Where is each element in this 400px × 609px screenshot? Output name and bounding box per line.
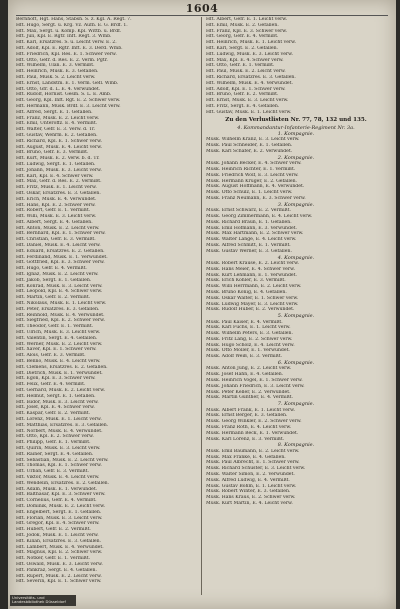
casualty-entry: Musk. Otto Schulz, E. 1. Leicht verw. (206, 190, 293, 196)
casualty-entry: Hft. Rupert, Musk. E. 2. Leicht verw. (16, 573, 102, 579)
casualty-entry: Hft. Richard, Ersatzres. E. 3. Gefallen. (206, 74, 296, 80)
casualty-entry: Hft. Clemens, Ersatzres. E. 2. Gefallen. (16, 364, 108, 370)
casualty-entry: Musk. Emil Baumann, E. 2. Leicht verw. (206, 448, 300, 454)
casualty-entry: Musk. Hans Kraus, E. 2. Schwer verw. (206, 495, 296, 501)
casualty-entry: Hft. Hubert, Gefr. E. 2. Vermißt. (16, 527, 91, 533)
casualty-entry: Hft. Leopold, Kpl. E. 4. Schwer verw. (16, 289, 103, 295)
casualty-entry: Musk. Oskar Walter, E. 1. Schwer verw. (206, 295, 299, 301)
casualty-entry: Hft. Friedrich, Kpl. Res. E. 1. Schwer verw. (16, 51, 117, 57)
casualty-entry: Musk. Albert Frank, E. 1. Leicht verw. (206, 407, 296, 413)
casualty-entry: Musk. Hugo Scholz, E. 4. Leicht verw. (206, 342, 295, 348)
casualty-entry: Hft. Gregor, Kpl. E. 4. Schwer verw. (16, 521, 100, 527)
casualty-entry: Musk. Wilhelm Kranz, E. 3. Leicht verw. (206, 137, 300, 143)
casualty-entry: Hft. Juli, Kpl. E. Rgtr. Inft. Regt. 3. Wmb. (16, 34, 112, 40)
casualty-entry: Hft. Magnus, Kpl. E. 2. Schwer verw. (16, 550, 103, 556)
casualty-entry: Musk. Erich Köhler, E. 3. Vermißt. (206, 278, 286, 284)
casualty-entry: Musk. Gustav Werner, E. 3. Gefallen. (206, 248, 292, 254)
casualty-entry: Hft. Fritz, Sergt. E. 4. Gefallen. (206, 103, 280, 109)
casualty-entry: Hft. Jakob, Sergt. E. 1. Gefallen. (16, 277, 92, 283)
casualty-entry: Hft. Georg, Kpl. Inft. Rgt. E. 2. Schwer verw. (16, 98, 121, 104)
casualty-entry: Musk. Richard Braun, E. 1. Gefallen. (206, 219, 292, 225)
casualty-entry: Hft. Alfred, Sergt. E. 1. Gefallen. (16, 109, 93, 115)
casualty-entry: Hft. Otto, Gfr. d. L. E. 4. Verwundet. (16, 86, 101, 92)
casualty-entry: Musk. Heinrich Richter, E. 1. Vermißt. (206, 166, 296, 172)
casualty-entry: Musk. Johann Becker, E. 4. Schwer verw. (206, 161, 302, 167)
library-logo (10, 595, 76, 606)
casualty-entry: Musk. Richard Schuster, E. 3. Leicht verw. (206, 466, 306, 472)
casualty-entry: Musk. Walter Simon, E. 2. Verwundet. (206, 472, 295, 478)
casualty-entry: Hft. Heinrich, Musk. E. 1. Leicht verw. (206, 40, 297, 46)
casualty-entry: Hft. Ludwig, Sergt. E. 1. Gefallen. (16, 161, 96, 167)
left-column (16, 17, 196, 597)
company-subheading: 7. Kompagnie. (277, 401, 315, 408)
casualty-entry: Hft. Florian, Musk. E. 3. Leicht verw. (16, 515, 103, 521)
casualty-entry: Hft. Peter, Ersatzres. E. 3. Gefallen. (16, 306, 100, 312)
casualty-entry: Hft. Siegfried, Kpl. E. 2. Schwer verw. (16, 318, 105, 324)
header-divider (16, 15, 388, 16)
casualty-entry: Hft. Dominik, Musk. E. 2. Leicht verw. (16, 503, 106, 509)
casualty-entry: Hft. Richard, Kpl. E. 1. Schwer verw. (16, 138, 102, 144)
casualty-entry: Musk. Robert Winter, E. 3. Gefallen. (206, 489, 291, 495)
casualty-entry: Musk. Adolf Weiß, E. 3. Vermißt. (206, 354, 283, 360)
casualty-entry: Hft. Nikolaus, Musk. E. 1. Leicht verw. (16, 301, 107, 307)
casualty-entry: Hft. Kilian, Ersatzres. E. 3. Gefallen. (16, 538, 102, 544)
casualty-entry: Hft. Rudolf, Hornist. Gesm. S. L. E. Amb. (16, 92, 112, 98)
casualty-entry: Musk. Fritz Lang, E. 2. Schwer verw. (206, 336, 293, 342)
casualty-entry: Hft. Ernst, Landstm. E. 1. Verm. Gefl. Wmb. (16, 80, 119, 86)
casualty-entry: Hft. Oskar, Ersatzres. E. 3. Gefallen. (16, 190, 101, 196)
section-heading: Zu den Verlustlisten Nr. 77, 78, 132 und 135. (225, 116, 367, 123)
casualty-entry: Musk. Wilhelm Peters, E. 3. Gefallen. (206, 331, 293, 337)
casualty-entry: Hft. Dietrich, Musk. E. 1. Verwundet. (16, 370, 103, 376)
right-column (206, 17, 386, 597)
casualty-entry: Hft. Johann, Musk. E. 3. Leicht verw. (16, 167, 102, 173)
casualty-entry: Hft. Ulrich, Musk. E. 3. Leicht verw. (16, 330, 101, 336)
casualty-entry: Hft. Benno, Musk. E. 4. Leicht verw. (16, 359, 101, 365)
casualty-entry: Musk. Paul Kaiser, E. 4. Vermißt. (206, 319, 283, 325)
casualty-entry: Hft. Gustav, Musk. E. 1. Leicht verw. (206, 109, 292, 115)
casualty-entry: Hft. Oswald, Musk. E. 3. Leicht verw. (16, 561, 103, 567)
casualty-entry: Musk. Josef Hahn, E. 4. Gefallen. (206, 372, 284, 378)
casualty-entry: Hft. Christian, Gefr. E. 3. Vermißt. (16, 237, 96, 243)
casualty-entry: Hft. Valentin, Sergt. E. 4. Gefallen. (16, 335, 98, 341)
casualty-entry: Musk. Hans Meier, E. 4. Schwer verw. (206, 266, 295, 272)
casualty-entry: Hft. Anton, Musk. E. 2. Leicht verw. (16, 225, 100, 231)
casualty-entry: Hft. Heinrich, Musk. E. 3. Gefallen. (16, 69, 99, 75)
casualty-entry: Musk. Emil Hofmann, E. 3. Verwundet. (206, 225, 297, 231)
casualty-entry: Hft. Wendelin, Ersatzres. E. 2. Gefallen. (16, 480, 110, 486)
casualty-entry: Hft. Pankraz, Sergt. E. 4. Gefallen. (16, 567, 97, 573)
casualty-entry: Hft. Martin, Gefr. E. 2. Vermißt. (16, 295, 91, 301)
casualty-entry: Hft. Engelbert, Sergt. E. 1. Gefallen. (16, 509, 102, 515)
right-column-list (206, 131, 386, 507)
casualty-entry: Hft. Max, Gefr. d. Res. E. 2. Vermißt. (16, 179, 102, 185)
casualty-entry: Hft. Gustav, Wehrm. E. 2. Gefallen. (16, 132, 98, 138)
casualty-entry: Hft. Gottfried, Kpl. E. 3. Schwer verw. (16, 260, 105, 266)
casualty-entry: Musk. Friedrich Wolf, E. 3. Leicht verw. (206, 172, 299, 178)
casualty-entry: Musk. Alfred Schmitt, E. 1. Vermißt. (206, 242, 291, 248)
company-subheading: 3. Kompagnie. (277, 201, 315, 208)
document-page (8, 0, 396, 609)
casualty-entry: Musk. Ernst Schwarz, E. 2. Vermißt. (206, 208, 291, 214)
casualty-entry: Hft. August, Musk. E. 4. Leicht verw. (16, 144, 103, 150)
casualty-entry: Musk. Robert Krause, E. 2. Leicht verw. (206, 260, 299, 266)
casualty-entry: Hft. Karl, Sergt. E. 2. Gefallen. (206, 45, 279, 51)
casualty-entry: Musk. Karl Fuchs, E. 1. Leicht verw. (206, 325, 291, 331)
casualty-entry: Hft. Albert, Gefr. E. 1. Leicht verw. (206, 17, 288, 22)
casualty-entry: Hft. Felix, Gefr. E. 4. Vermißt. (16, 382, 86, 388)
casualty-entry: Hft. Kaspar, Gefr. E. 2. Vermißt. (16, 411, 91, 417)
casualty-entry: Musk. Martin Günther, E. 4. Vermißt. (206, 395, 293, 401)
casualty-entry: Hft. Walter, Gefr. E. 3. Verw. d. Tr. (16, 127, 96, 133)
casualty-entry: Hft. Karl, Kpl. E. 4. Schwer verw. (16, 173, 94, 179)
casualty-entry: Hft. Alois, Gefr. E. 3. Vermißt. (16, 353, 86, 359)
casualty-entry: Hft. Hermann, Musk. Brdf. E. 3. Leicht verw. (16, 103, 121, 109)
casualty-entry: Hft. Wilhelm, Musk. E. 4. Verwundet. (206, 80, 293, 86)
casualty-entry: Hft. Paul, Musk. E. 2. Leicht verw. (206, 69, 286, 75)
company-subheading: 6. Kompagnie. (277, 360, 315, 367)
casualty-entry: Hft. Balthasar, Kpl. E. 3. Schwer verw. (16, 492, 106, 498)
casualty-entry: Musk. Georg Winkler, E. 2. Schwer verw. (206, 419, 302, 425)
casualty-entry: Musk. Ernst Berger, E. 3. Gefallen. (206, 413, 288, 419)
casualty-entry: Musk. Hermann Beck, E. 1. Verwundet. (206, 430, 299, 436)
casualty-entry: Musk. Georg Zimmermann, E. 4. Leicht verw. (206, 213, 313, 219)
casualty-entry: Hft. Philipp, Gefr. E. 1. Vermißt. (16, 440, 91, 446)
casualty-entry: Musk. Paul Albrecht, E. 1. Schwer verw. (206, 460, 300, 466)
casualty-entry: Musk. Walter Lange, E. 4. Leicht verw. (206, 237, 297, 243)
casualty-entry: Hft. Franz, Kpl. E. 3. Schwer verw. (206, 28, 288, 34)
casualty-entry: Hft. Thomas, Kpl. E. 1. Schwer verw. (16, 463, 102, 469)
casualty-entry: Hft. Daniel, Musk. E. 4. Leicht verw. (16, 243, 101, 249)
casualty-entry: Hft. Fritz, Musk. E. 1. Leicht verw. (16, 185, 97, 191)
casualty-entry: Hft. Lorenz, Musk. E. 1. Leicht verw. (16, 416, 102, 422)
casualty-entry: Hft. Albert, Sergt. E. 4. Gefallen. (16, 219, 93, 225)
casualty-entry: Hft. Josef, Kpl. E. 4. Schwer verw. (16, 405, 95, 411)
casualty-entry: Hft. Adolf, Kpl. E. Rgtr. Inft. E. 3. Derd. Wmb. (16, 45, 123, 51)
casualty-entry: Hft. Otto, Kpl. E. 2. Schwer verw. (16, 434, 94, 440)
casualty-entry: Hft. Paul, Musk. S. 2. Leicht verw. (16, 74, 96, 80)
company-subheading: 2. Kompagnie. (277, 154, 315, 161)
casualty-entry: Hft. Emil, Musk. E. 2. Gefallen. (206, 22, 279, 28)
casualty-entry: Hft. Willi, Musk. E. 3. Leicht verw. (16, 214, 97, 220)
casualty-entry: Musk. Anton Jung, E. 2. Leicht verw. (206, 366, 292, 372)
library-logo-line-1: Universitäts- und (12, 594, 45, 600)
casualty-entry: Hft. Severin, Kpl. E. 1. Schwer verw. (16, 579, 102, 585)
casualty-entry: Musk. Otto Möller, E. 1. Verwundet. (206, 348, 290, 354)
casualty-entry: Hft. Bruno, Gefr. E. 3. Vermißt. (16, 150, 89, 156)
casualty-entry: Musk. Heinrich Vogel, E. 1. Schwer verw. (206, 378, 303, 384)
casualty-entry: Musk. Rudolf Huber, E. 2. Verwundet. (206, 307, 295, 313)
casualty-entry: Hft. Werner, Musk. E. 2. Leicht verw. (16, 341, 103, 347)
casualty-entry: Musk. Franz Roth, E. 4. Leicht verw. (206, 425, 292, 431)
casualty-entry: Hft. Norbert, Musk. E. 4. Verwundet. (16, 428, 103, 434)
casualty-entry: Musk. Max Franke, E. 4. Gefallen. (206, 454, 286, 460)
casualty-entry: Hft. Franz, Musk. E. 2. Leicht verw. (16, 115, 100, 121)
casualty-entry: Hft. Ferdinand, Musk. E. 1. Verwundet. (16, 254, 108, 260)
casualty-entry: Hft. Ludwig, Musk. E. 3. Leicht verw. (206, 51, 293, 57)
casualty-entry: Hft. Reinhold, Musk. E. 4. Verwundet. (16, 312, 105, 318)
casualty-entry: Bernhöft, Hgt. Hans, Stabsh. S. z. Kgl. A. Regt. 7. (16, 17, 132, 22)
section-subheading: 4. Kommandantur-Infanterie-Regiment Nr. 3a. (237, 124, 355, 131)
company-subheading: 5. Kompagnie. (277, 313, 315, 320)
casualty-entry: Musk. August Hoffmann, E. 4. Verwundet. (206, 184, 305, 190)
casualty-entry: Hft. Theodor, Gefr. E. 1. Vermißt. (16, 324, 94, 330)
casualty-entry: Hft. Matthias, Ersatzres. E. 3. Gefallen. (16, 422, 109, 428)
casualty-entry: Hft. Egon, Kpl. E. 3. Schwer verw. (16, 376, 96, 382)
casualty-entry: Musk. Karl Lorenz, E. 3. Vermißt. (206, 436, 285, 442)
casualty-entry: Musk. Peter Keller, E. 2. Verwundet. (206, 389, 291, 395)
company-subheading: 1. Kompagnie. (277, 130, 315, 137)
casualty-entry: Hft. Helmut, Sergt. E. 1. Gefallen. (16, 393, 96, 399)
casualty-entry: Hft. Erich, Musk. E. 4. Verwundet. (16, 196, 97, 202)
casualty-entry: Hft. Emil, Unteroffz. E. 4. Vermißt. (16, 121, 98, 127)
right-column-top-list (206, 17, 386, 116)
casualty-entry: Hft. Max, Kpl. E. 4. Schwer verw. (206, 57, 284, 63)
casualty-entry: Hft. Notker, Gefr. E. 1. Vermißt. (16, 556, 91, 562)
casualty-entry: Musk. Paul Schneider, E. 1. Gefallen. (206, 143, 293, 149)
company-subheading: 4. Kompagnie. (277, 254, 315, 261)
casualty-entry: Hft. Urban, Gefr. E. 3. Vermißt. (16, 469, 89, 475)
casualty-entry: Hft. Lambert, Musk. E. 4. Verwundet. (16, 544, 104, 550)
casualty-entry: Hft. Otto, Gefr. E. 1. Vermißt. (206, 63, 275, 69)
casualty-entry: Hft. Eduard, Ersatzres. E. 2. Gefallen. (16, 248, 105, 254)
casualty-entry: Hft. Konrad, Musk. E. 3. Leicht verw. (16, 283, 103, 289)
casualty-entry: Hft. Kurt, Musk. E. 2. Verw. b. d. Tr. (16, 156, 100, 162)
casualty-entry: Hft. Viktor, Musk. E. 4. Leicht verw. (16, 474, 100, 480)
casualty-entry: Musk. Alfred Ludwig, E. 4. Vermißt. (206, 477, 290, 483)
page-number: 1604 (185, 2, 219, 15)
casualty-entry: Hft. Georg, Gefr. E. 4. Vermißt. (206, 34, 279, 40)
casualty-entry: Hft. Quirin, Musk. E. 3. Leicht verw. (16, 445, 101, 451)
casualty-entry: Hft. Robert, Gefr. E. 1. Vermißt. (16, 208, 91, 214)
casualty-entry: Hft. Max, Sergt. u. Komp. Kpl. Wittb. u. Brdf. (16, 28, 122, 34)
company-subheading: 8. Kompagnie. (277, 442, 315, 449)
casualty-entry: Hft. Bernhard, Kpl. E. 1. Schwer verw. (16, 231, 106, 237)
casualty-entry: Musk. Karl Schäfer, E. 2. Verwundet. (206, 148, 293, 154)
casualty-entry: Hft. Hans, Kpl. E. 2. Schwer verw. (16, 202, 96, 208)
column-divider (201, 17, 202, 595)
casualty-entry: Hft. Adam, Musk. E. 1. Verwundet. (16, 486, 98, 492)
casualty-entry: Musk. Johann Friedrich, E. 3. Leicht verw. (206, 383, 305, 389)
casualty-entry: Musk. Kurt Lehmann, E. 1. Verwundet. (206, 272, 297, 278)
casualty-entry: Hft. Jodok, Musk. E. 1. Leicht verw. (16, 532, 99, 538)
casualty-entry: Musk. Gustav Böhm, E. 1. Leicht verw. (206, 483, 297, 489)
casualty-entry: Musk. Willi Herrmann, E. 2. Leicht verw. (206, 284, 302, 290)
casualty-entry: Hft. Rainer, Sergt. E. 4. Gefallen. (16, 451, 94, 457)
casualty-entry: Hft. Hugo, Gefr. E. 4. Vermißt. (16, 266, 87, 272)
casualty-entry: Hft. Wilhelm, Ulan. E. 3. Vermißt. (16, 63, 95, 69)
casualty-entry: Hft. Hugo, Sergt. u. Krg. Vz. Aufh. E. G. Brdf. 1. (16, 22, 128, 28)
casualty-entry: Hft. Ernst, Musk. E. 3. Leicht verw. (206, 98, 289, 104)
casualty-entry: Hft. Adolf, Kpl. E. 1. Schwer verw. (206, 86, 286, 92)
library-logo-line-2: Landesbibliothek Düsseldorf (12, 599, 66, 605)
casualty-entry: Hft. Cornelius, Gefr. E. 4. Vermißt. (16, 498, 97, 504)
casualty-entry: Hft. Gerhard, Musk. E. 2. Leicht verw. (16, 388, 106, 393)
casualty-entry: Hft. Bruno, Gefr. E. 2. Vermißt. (206, 92, 279, 98)
casualty-entry: Hft. Xaver, Kpl. E. 1. Schwer verw. (16, 347, 97, 353)
casualty-entry: Musk. Bruno König, E. 4. Gefallen. (206, 289, 287, 295)
casualty-entry: Musk. Ludwig Mayer, E. 3. Leicht verw. (206, 301, 299, 307)
casualty-entry: Hft. Ignaz, Musk. E. 2. Leicht verw. (16, 272, 99, 278)
casualty-entry: Hft. Sebastian, Musk. E. 2. Leicht verw. (16, 457, 109, 463)
casualty-entry: Hft. Isidor, Musk. E. 3. Leicht verw. (16, 399, 99, 405)
casualty-entry: Hft. Karl, Ersatzres. S. u. Leicht verw. E. 2. (16, 40, 117, 46)
casualty-entry: Musk. Max Hartmann, E. 2. Schwer verw. (206, 231, 304, 237)
casualty-entry: Musk. Hermann Krüger, E. 2. Gefallen. (206, 178, 297, 184)
casualty-entry: Musk. Franz Neumann, E. 3. Schwer verw. (206, 195, 306, 201)
casualty-entry: Musk. Kurt Martin, E. 4. Leicht verw. (206, 501, 293, 507)
casualty-entry: Hft. Otto, Gefr. d. Res. E. 2. Verm. Pgtr. (16, 57, 108, 63)
